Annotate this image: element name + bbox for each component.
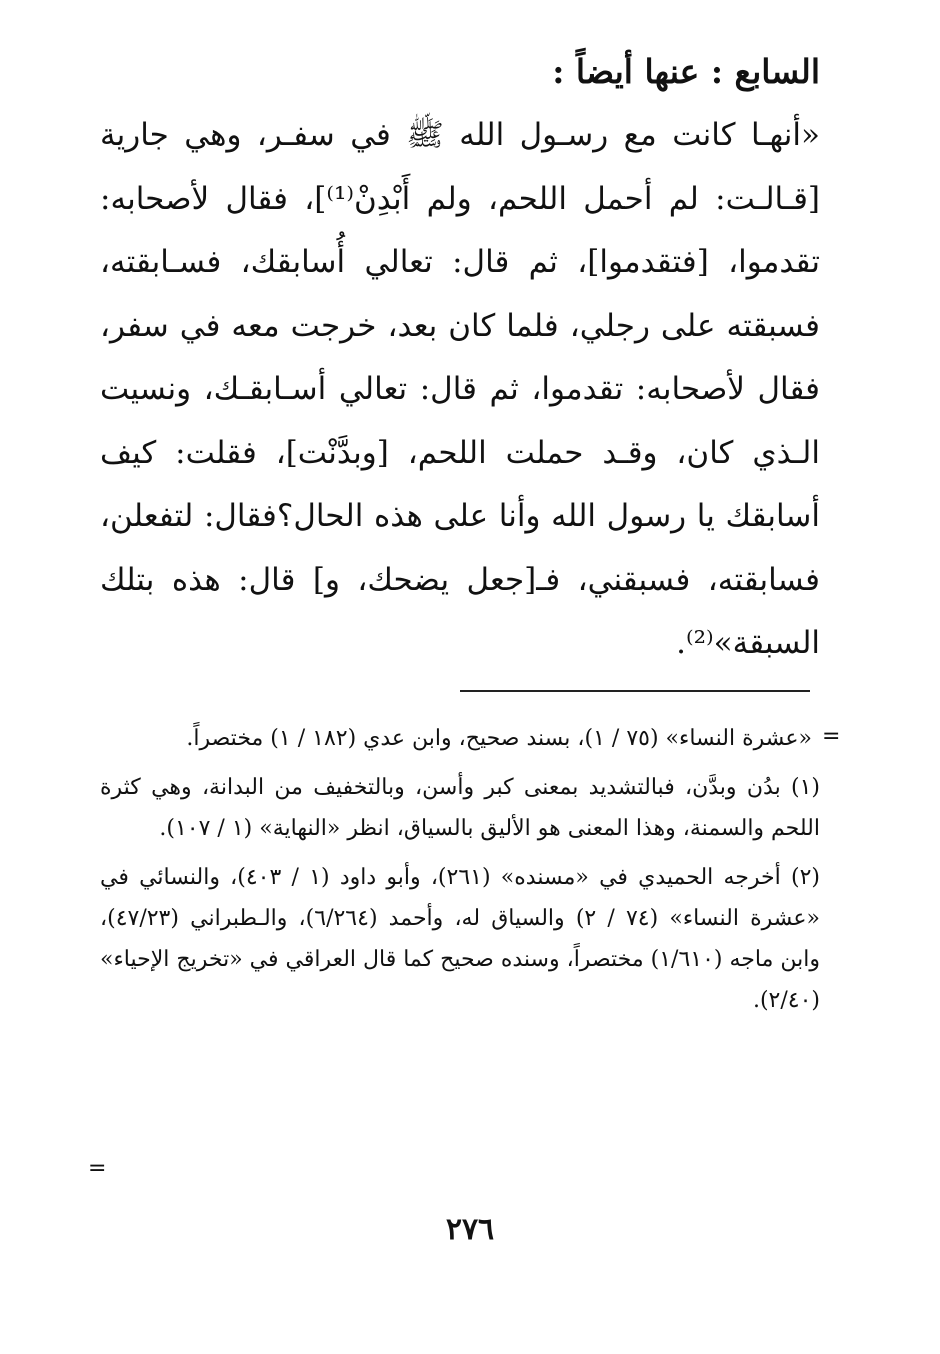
footnote-continued: «عشرة النساء» (٧٥ / ١)، بسند صحيح، وابن عدي (١٨٢ / ١) مختصراً. <box>186 726 812 751</box>
footnote-1: (١) بدُن وبدَّن، فبالتشديد بمعنى كبر وأسن، وبالتخفيف من البدانة، وهي كثرة اللحم والسمنة، وهذا المعنى هو الأليق بالسياق، انظر «النهاية» (١ / ١٠٧). <box>100 775 820 841</box>
page-number: ٢٧٦ <box>445 1212 495 1247</box>
continuation-marker-bottom: = <box>88 1156 107 1181</box>
footnote-2: (٢) أخرجه الحميدي في «مسنده» (٢٦١)، وأبو داود (١ / ٤٠٣)، والنسائي في «عشرة النساء» (٧٤ / ٢) والسياق له، وأحمد (٦/٢٦٤)، والـطبراني (٤٧/٢٣)، وابن ماجه (١/٦١٠) مختصراً، وسنده صحيح كما قال العراقي في «تخريج الإحياء» (٢/٤٠). <box>100 865 820 1013</box>
continuation-marker-top: = <box>822 724 841 749</box>
hadith-paragraph: «أنهـا كانت مع رسـول الله ﷺ في سفـر، وهي جارية [قـالـت: لم أحمل اللحم، ولم أَبْدِنْ⁽¹⁾]، فقال لأصحابه: تقدموا، [فتقدموا]، ثم قال: تعالي أُسابقك، فسـابقته، فسبقته على رجلي، فلما كان بعد، خرجت معه في سفر، فقال لأصحابه: تقدموا، ثم قال: تعالي أسـابقـك، ونسيت الـذي كان، وقـد حملت اللحم، [وبدَّنْت]، فقلت: كيف أسابقك يا رسول الله وأنا على هذه الحال؟فقال: لتفعلن، فسابقته، فسبقني، فـ[جعل يضحك، و] قال: هذه بتلك السبقة»⁽²⁾. <box>100 117 820 661</box>
main-text <box>100 40 820 676</box>
footnote-divider <box>460 690 810 692</box>
footnotes <box>100 718 820 1029</box>
section-heading: السابع : عنها أيضاً : <box>552 52 820 91</box>
